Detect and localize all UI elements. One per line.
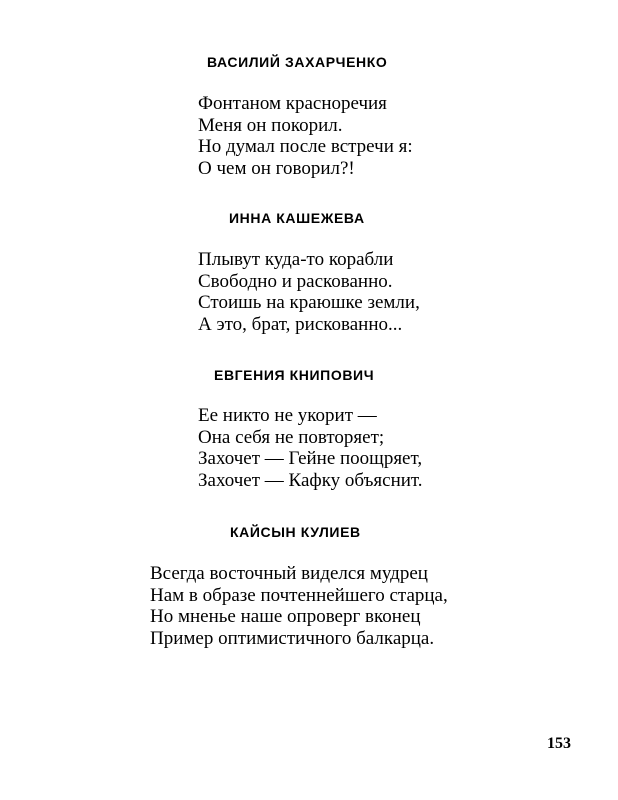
verse-line: Ее никто не укорит — xyxy=(198,405,377,426)
verse-line: Фонтаном красноречия xyxy=(198,93,387,114)
verse-line: А это, брат, рискованно... xyxy=(198,313,403,335)
poem-3-verse xyxy=(198,405,423,491)
verse-line: Она себя не повторяет; xyxy=(198,426,385,448)
poem-2-author: ИННА КАШЕЖЕВА xyxy=(229,210,365,226)
poem-2-verse xyxy=(198,249,420,335)
verse-line: О чем он говорил?! xyxy=(198,157,355,179)
poem-3-author: ЕВГЕНИЯ КНИПОВИЧ xyxy=(214,367,375,383)
verse-line: Меня он покорил. xyxy=(198,114,343,136)
poem-4-verse xyxy=(150,563,448,649)
poem-1-verse xyxy=(198,93,413,179)
verse-line: Плывут куда-то корабли xyxy=(198,249,394,270)
verse-line: Стоишь на краюшке земли, xyxy=(198,292,420,313)
verse-line: Но думал после встречи я: xyxy=(198,136,413,157)
verse-line: Нам в образе почтеннейшего старца, xyxy=(150,584,448,606)
verse-line: Пример оптимистичного балкарца. xyxy=(150,627,435,649)
verse-line: Но мненье наше опроверг вконец xyxy=(150,606,421,627)
verse-line: Захочет — Кафку объяснит. xyxy=(198,469,423,491)
verse-line: Захочет — Гейне поощряет, xyxy=(198,448,423,469)
page-number: 153 xyxy=(547,735,571,752)
verse-line: Всегда восточный виделся мудрец xyxy=(150,563,428,584)
verse-line: Свободно и раскованно. xyxy=(198,270,393,292)
poem-4-author: КАЙСЫН КУЛИЕВ xyxy=(230,524,361,540)
poem-1-author: ВАСИЛИЙ ЗАХАРЧЕНКО xyxy=(207,54,388,70)
